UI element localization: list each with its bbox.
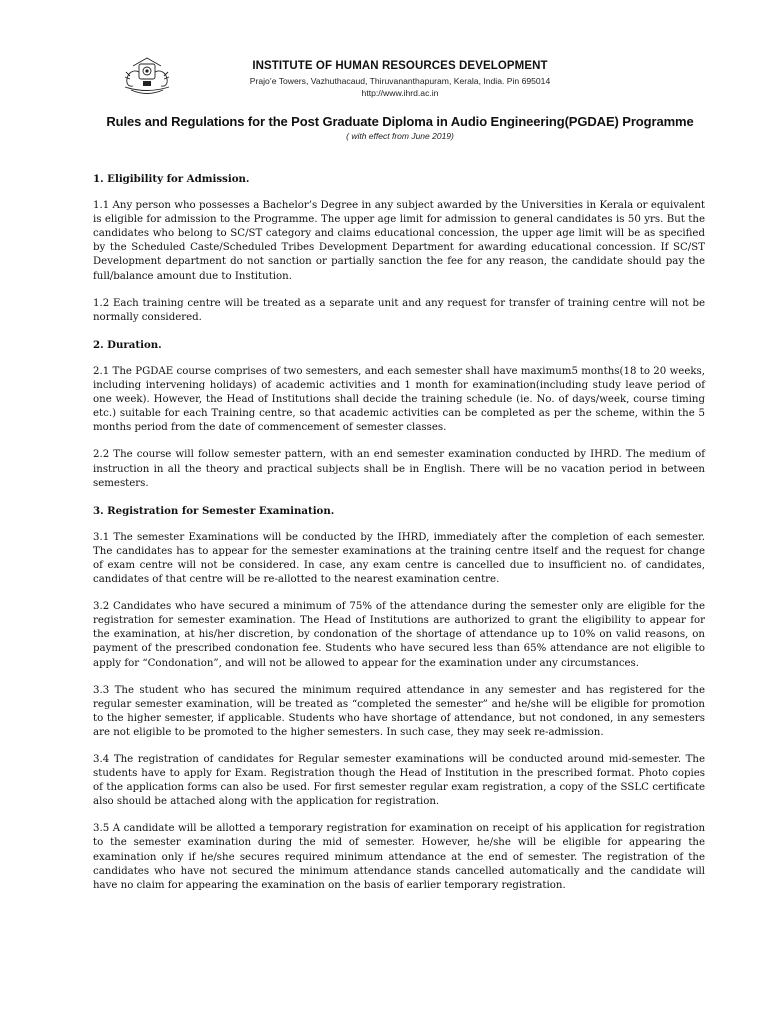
org-address: Prajo’e Towers, Vazhuthacaud, Thiruvananthapuram, Kerala, India. Pin 695014 (249, 76, 551, 86)
kerala-emblem-logo (117, 52, 177, 98)
paragraph: 3.3 The student who has secured the minimum required attendance in any semester and has registered for the regular semester examination, will be treated as “completed the semester” and he/she will be eligible for promotion to the higher semester, if applicable. Students who have shortage of attendance, but not condoned, in any semesters are not eligible to be promoted to the higher semesters. In such case, they may seek re-admission. (93, 684, 705, 738)
document-title: Rules and Regulations for the Post Graduate Diploma in Audio Engineering(PGDAE) Programme (106, 114, 694, 129)
section-heading: 2. Duration. (93, 338, 162, 351)
paragraph: 3.1 The semester Examinations will be conducted by the IHRD, immediately after the completion of each semester. The candidates has to appear for the semester examinations at the training centre itself and the request for change of exam centre will not be considered. In case, any exam centre is cancelled due to insufficient no. of candidates, candidates of that centre will be re-allotted to the nearest examination centre. (93, 531, 705, 586)
org-website: http://www.ihrd.ac.in (361, 88, 439, 98)
paragraph: 2.2 The course will follow semester pattern, with an end semester examination conducted by IHRD. The medium of instruction in all the theory and practical subjects shall be in English. There will be no vacation period in between semesters. (93, 449, 705, 489)
paragraph: 3.2 Candidates who have secured a minimum of 75% of the attendance during the semester only are eligible for the registration for semester examination. The Head of Institutions are authorized to grant the eligibility to appear for the examination, at his/her discretion, by condonation of the shortage of attendance up to 10% on valid reasons, on payment of the prescribed condonation fee. Students who have secured less than 65% attendance are not eligible to apply for “Condonation”, and will not be allowed to appear for the examination under any circumstances. (93, 601, 705, 669)
section-heading: 1. Eligibility for Admission. (93, 173, 250, 185)
paragraph: 1.2 Each training centre will be treated as a separate unit and any request for transfer of training centre will not be normally considered. (93, 297, 705, 323)
document-body (93, 172, 705, 906)
section-heading: 3. Registration for Semester Examination. (93, 504, 335, 517)
paragraph: 3.4 The registration of candidates for Regular semester examinations will be conducted around mid-semester. The students have to apply for Exam. Registration though the Head of Institution in the prescribed format. Photo copies of the application forms can also be used. For first semester regular exam registration, a copy of the SSLC certificate also should be attached along with the application for registration. (93, 754, 705, 808)
paragraph: 3.5 A candidate will be allotted a temporary registration for examination on receipt of his application for registration to the semester examination during the mid of semester. However, he/she will be eligible for appearing the examination only if he/she secures required minimum attendance at the end of semester. The registration of the candidates who have not secured the minimum attendance stands cancelled automatically and the candidate will have no claim for appearing the examination on the basis of earlier temporary registration. (93, 823, 705, 891)
org-name: INSTITUTE OF HUMAN RESOURCES DEVELOPMENT (252, 60, 548, 72)
paragraph: 2.1 The PGDAE course comprises of two semesters, and each semester shall have maximum5 months(18 to 20 weeks, including intervening holidays) of academic activities and 1 month for examination(including study leave period of one week). However, the Head of Institutions shall decide the training schedule (ie. No. of days/week, course timing etc.) suitable for each Training centre, so that academic activities can be completed as per the scheme, within the 5 months period from the date of commencement of semester classes. (93, 365, 705, 434)
effective-date-note: ( with effect from June 2019) (346, 131, 454, 141)
paragraph: 1.1 Any person who possesses a Bachelor’s Degree in any subject awarded by the Universities in Kerala or equivalent is eligible for admission to the Programme. The upper age limit for admission to general candidates is 50 yrs. But the candidates who belong to SC/ST category and claims educational concession, the upper age limit will be as specified by the Scheduled Caste/Scheduled Tribes Development Department for awarding educational concession. If SC/ST Development department do not sanction or partially sanction the fee for any reason, the candidate should pay the full/balance amount due to Institution. (93, 200, 705, 282)
